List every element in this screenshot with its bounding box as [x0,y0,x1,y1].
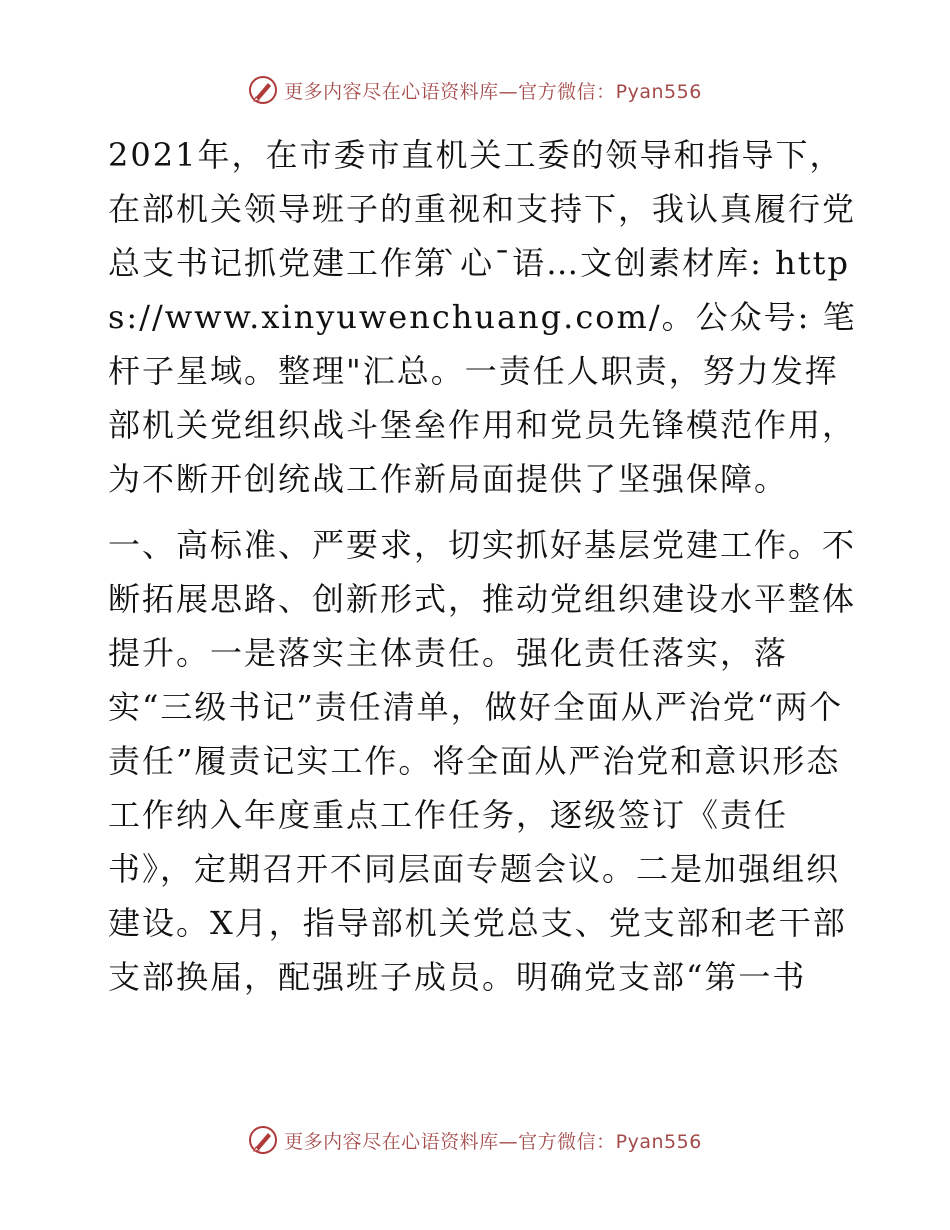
paragraph-section-one: 一、高标准、严要求，切实抓好基层党建工作。不断拓展思路、创新形式，推动党组织建设水平整体提升。一是落实主体责任。强化责任落实，落实“三级书记”责任清单，做好全面从严治党“两个责任”履责记实工作。将全面从严治党和意识形态工作纳入年度重点工作任务，逐级签订《责任书》，定期召开不同层面专题会议。二是加强组织建设。X月，指导部机关党总支、党支部和老干部支部换届，配强班子成员。明确党支部“第一书 [108,526,857,996]
paragraph-intro: 2021年，在市委市直机关工委的领导和指导下，在部机关领导班子的重视和支持下，我认真履行党总支书记抓党建工作第 ̀心¯语…文创素材库: https://www.xinyuwenchuang.com/。公众号: 笔杆子星域。整理"汇总。一责任人职责，努力发挥部机关党组织战斗堡垒作用和党员先锋模范作用，为不断开创统战工作新局面提供了坚强保障。 [108,136,857,498]
header-banner [0,70,950,110]
document-body [98,128,858,1004]
header-banner-text: 更多内容尽在心语资料库—官方微信：Pyan556 [284,80,702,103]
pen-logo-icon [248,75,278,105]
footer-banner-text: 更多内容尽在心语资料库—官方微信：Pyan556 [284,1130,702,1153]
footer-banner [0,1120,950,1160]
pen-logo-icon [248,1125,278,1155]
